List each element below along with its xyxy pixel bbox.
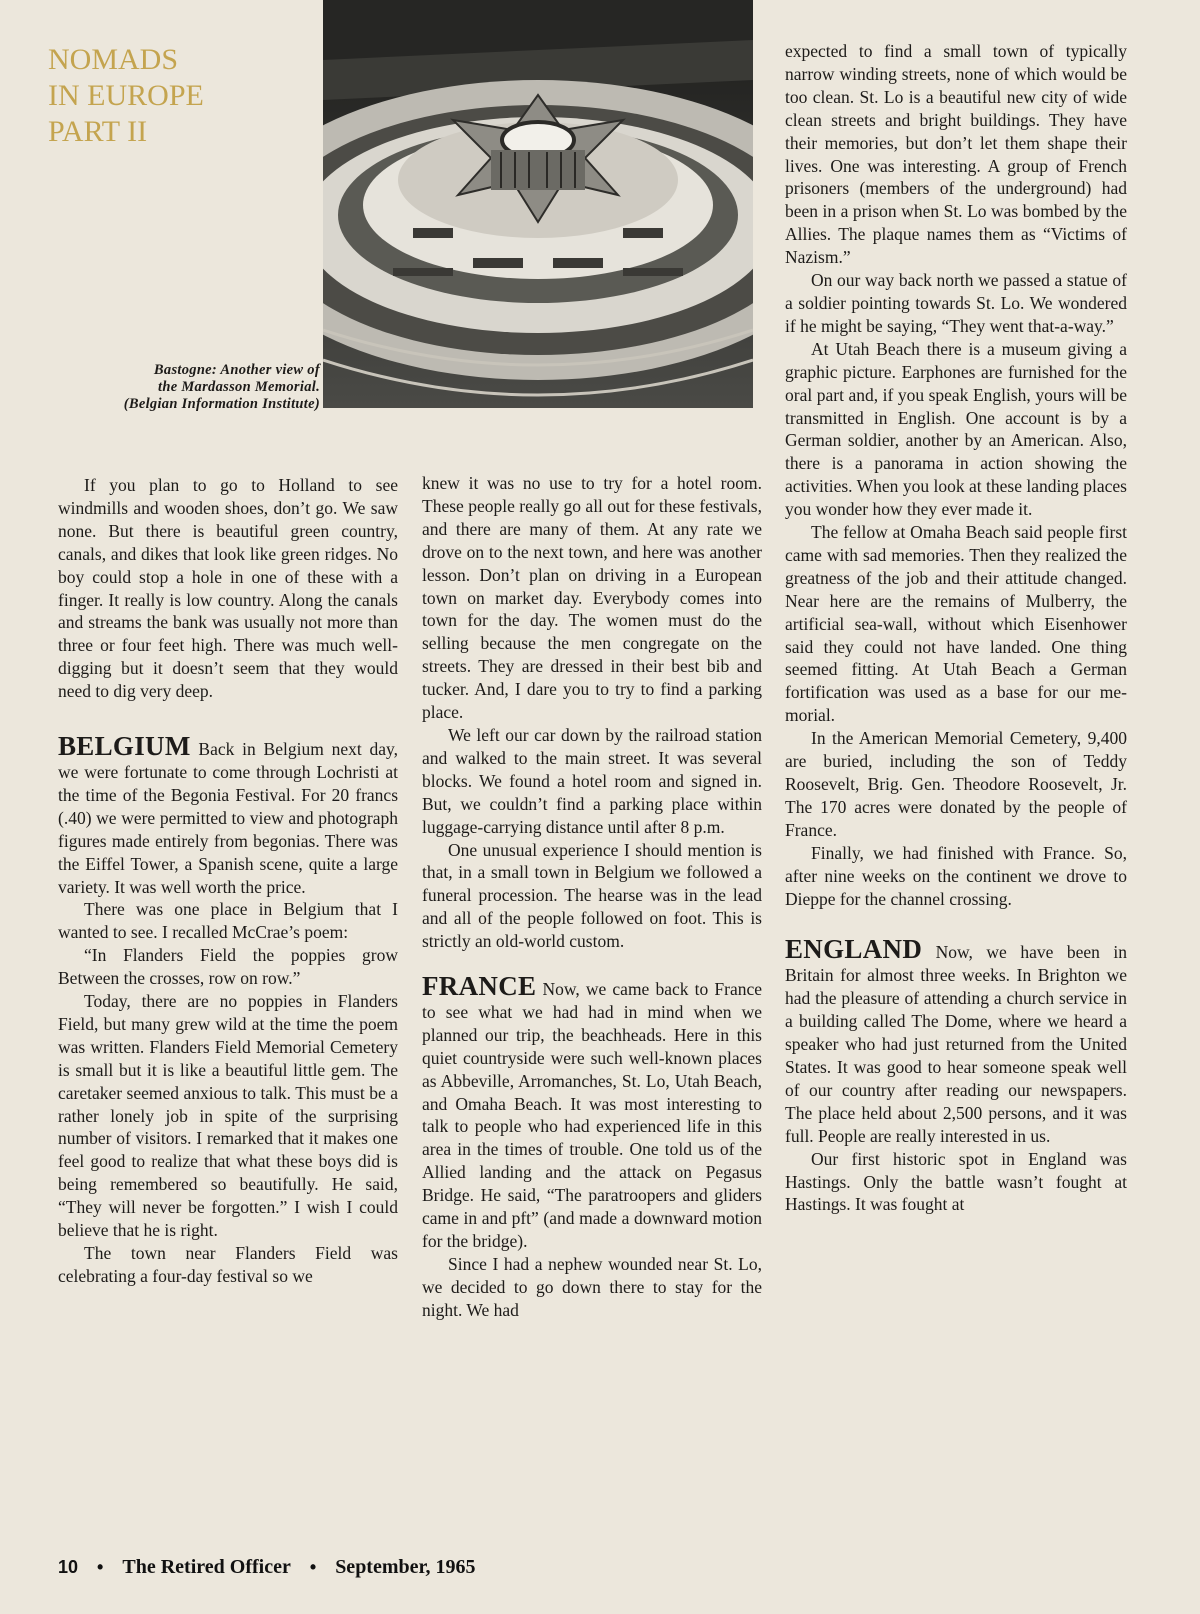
- article-title: [48, 42, 318, 150]
- paragraph-text: Now, we came back to France to see what we had had in mind when we planned our trip, the beachheads. Here in this quiet countryside were such well-known places as Abbeville, Arromanches, St. Lo, Utah Beach, and Omaha Beach. It was most interesting to talk to people who had experienced life in this area in the times of trouble. One told us of the Allied landing and the attack on Pegasus Bridge. He said, “The paratroopers and gliders came in and pft” (and made a downward motion for the bridge).: [422, 979, 763, 1251]
- paragraph: In the American Memorial Cemetery, 9,400 are buried, including the son of Teddy Roosevelt, Brig. Gen. Theodore Roosevelt, Jr. The 170 acres were donated by the people of France.: [785, 728, 1127, 840]
- paragraph: One unusual experience I should mention is that, in a small town in Belgium we followed a funeral procession. The hearse was in the lead and all of the people followed on foot. This is strictly an old-world custom.: [422, 839, 762, 952]
- paragraph: We left our car down by the railroad station and walked to the main street. It was several blocks. We found a hotel room and signed in. But, we couldn’t find a parking place within luggage-carrying distance until after 8 p.m.: [422, 724, 762, 837]
- page-number: 10: [58, 1557, 79, 1577]
- paragraph-text: Now, we have been in Britain for almost three weeks. In Brighton we had the pleasure of attending a church service in a building called The Dome, where we heard a speaker who had just returned from the United States. It was good to hear someone speak well of our country after reading our newspapers. The place held about 2,500 persons, and it was full. People are really interested in us.: [785, 942, 1128, 1146]
- paragraph: At Utah Beach there is a museum giving a graphic picture. Earphones are furnished for the oral part and, if you speak English, yours will be transmitted in English. One account is by a German soldier, another by an American. Also, there is a panorama in action showing the activities. When you look at these landing places you wonder how they ever made it.: [785, 338, 1127, 520]
- text-column-1: [58, 474, 398, 1288]
- paragraph-text: Back in Belgium next day, we were fortunate to come through Lochristi at the time of the Begonia Festival. For 20 francs (.40) we were permitted to view and photograph figures made entirely from begonias. There was the Eiffel Tower, a Spanish scene, quite a large variety. It was well worth the price.: [58, 739, 398, 897]
- title-line-3: PART II: [48, 115, 148, 148]
- caption-line-3: (Belgian Information Institute): [123, 396, 320, 412]
- title-line-1: NOMADS: [48, 43, 179, 76]
- title-line-2: IN EUROPE: [48, 79, 204, 112]
- paragraph-belgium: [58, 731, 398, 898]
- paragraph: There was one place in Belgium that I wanted to see. I recalled McCrae’s poem:: [58, 899, 398, 943]
- paragraph: Today, there are no poppies in Flanders Field, but many grew wild at the time the poem was written. Flanders Field Memorial Cemetery is small but it is like a beautiful little gem. The caretaker seemed anxious to talk. This must be a rather lonely job in spite of the surprising number of visitors. I remarked that it makes one feel good to realize that what these boys did is being remembered so beautifully. He said, “They will never be forgotten.” I wish I could believe that he is right.: [58, 991, 398, 1241]
- issue-date: September, 1965: [335, 1556, 476, 1578]
- paragraph: If you plan to go to Holland to see windmills and wooden shoes, don’t go. We saw none. But there is beautiful green country, canals, and dikes that look like green ridges. No boy could stop a hole in one of these with a finger. It really is low country. Along the canals and streams the bank was usually not more than three or four feet high. There was much well-digging but it doesn’t seem that they would need to dig very deep.: [58, 475, 398, 702]
- page-footer: [58, 1556, 476, 1579]
- section-heading-belgium: BELGIUM: [58, 731, 191, 762]
- footer-bullet: •: [97, 1557, 104, 1577]
- caption-line-1: Bastogne: Another view of: [153, 362, 320, 378]
- section-heading-france: FRANCE: [422, 971, 537, 1002]
- paragraph-england: [785, 934, 1128, 1147]
- paragraph: The town near Flanders Field was celebrating a four-day festival so we: [58, 1243, 398, 1286]
- memorial-photo: [323, 0, 753, 408]
- paragraph: The fellow at Omaha Beach said people first came with sad memories. Then they realized the greatness of the job and their attitude changed. Near here are the remains of Mulberry, the artificial sea-wall, without which Eisenhower said they could not have landed. One thing seemed fitting. At Utah Beach a German fortification was used as a base for our memorial.: [785, 522, 1127, 726]
- photo-caption: [40, 362, 320, 413]
- footer-bullet: •: [309, 1557, 317, 1577]
- text-column-3: [785, 40, 1127, 1216]
- poem-quote: “In Flanders Field the poppies grow Between the crosses, row on row.”: [58, 945, 398, 989]
- paragraph: On our way back north we passed a statue of a soldier pointing towards St. Lo. We wondered if he might be saying, “They went that-a-way.”: [785, 270, 1127, 336]
- paragraph: Finally, we had finished with France. So, after nine weeks on the continent we drove to Dieppe for the channel crossing.: [785, 842, 1127, 909]
- caption-line-2: the Mardasson Memorial.: [158, 379, 320, 395]
- paragraph: knew it was no use to try for a hotel room. These people really go all out for these festivals, and there are many of them. At any rate we drove on to the next town, and here was another lesson. Don’t plan on driving in a European town on market day. Everybody comes into town for the day. The women must do the selling because the men congregate on the streets. They are dressed in their best bib and tucker. And, I dare you to try to find a parking place.: [422, 473, 762, 723]
- text-column-2: [422, 472, 762, 1322]
- paragraph-france: [422, 971, 763, 1253]
- paragraph: Our first historic spot in England was Hastings. Only the battle wasn’t fought at Hastings. It was fought at: [785, 1148, 1127, 1215]
- section-heading-england: ENGLAND: [785, 934, 923, 965]
- publication-name: The Retired Officer: [122, 1556, 291, 1578]
- paragraph: expected to find a small town of typically narrow winding streets, none of which would be too clean. St. Lo is a beautiful new city of wide clean streets and bright buildings. They have their memories, but don’t let them shape their lives. One was interesting. A group of French prisoners (members of the underground) had been in a prison when St. Lo was bombed by the Allies. The plaque names them as “Victims of Nazism.”: [785, 41, 1127, 268]
- paragraph: Since I had a nephew wounded near St. Lo, we decided to go down there to stay for the night. We had: [422, 1253, 762, 1320]
- memorial-photo-illustration: [323, 0, 753, 408]
